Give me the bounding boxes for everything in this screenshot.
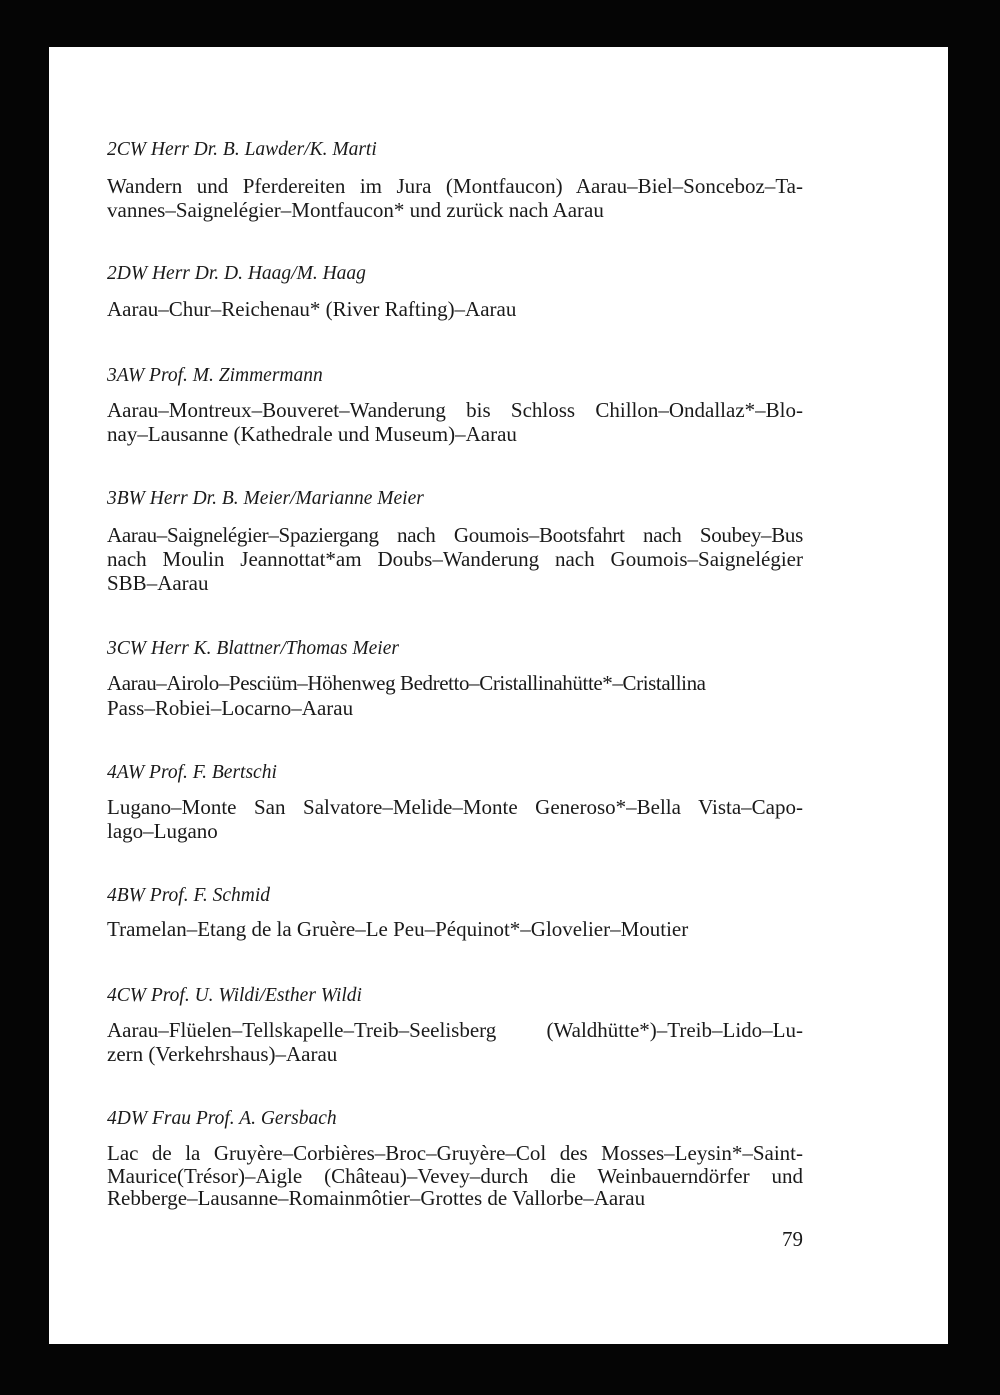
- entry-line: Aarau–Montreux–Bouveret–Wanderung bis Schloss Chillon–Ondallaz*–Blo-: [107, 398, 803, 422]
- entry-line: Aarau–Chur–Reichenau* (River Rafting)–Aarau: [107, 297, 517, 321]
- entry-line: SBB–Aarau: [107, 571, 209, 595]
- entry-line: Tramelan–Etang de la Gruère–Le Peu–Péquinot*–Glovelier–Moutier: [107, 917, 689, 941]
- entry-line: Rebberge–Lausanne–Romainmôtier–Grottes de Vallorbe–Aarau: [107, 1186, 646, 1210]
- entry-line: Maurice(Trésor)–Aigle (Château)–Vevey–durch die Weinbauerndörfer und: [107, 1164, 803, 1188]
- entry-heading: 4AW Prof. F. Bertschi: [107, 762, 277, 783]
- entry-line: Lac de la Gruyère–Corbières–Broc–Gruyère–Col des Mosses–Leysin*–Saint-: [107, 1141, 803, 1165]
- entry-line: nach Moulin Jeannottat*am Doubs–Wanderung nach Goumois–Saignelégier: [107, 547, 803, 571]
- entry-heading: 2DW Herr Dr. D. Haag/M. Haag: [107, 263, 366, 284]
- entry-heading: 4BW Prof. F. Schmid: [107, 885, 271, 906]
- entry-heading: 3BW Herr Dr. B. Meier/Marianne Meier: [107, 488, 424, 509]
- entry-line: Wandern und Pferdereiten im Jura (Montfaucon) Aarau–Biel–Sonceboz–Ta-: [107, 174, 803, 198]
- entry-line: Aarau–Saignelégier–Spaziergang nach Goumois–Bootsfahrt nach Soubey–Bus: [107, 523, 803, 547]
- entry-line: nay–Lausanne (Kathedrale und Museum)–Aarau: [107, 422, 517, 446]
- entry-heading: 4DW Frau Prof. A. Gersbach: [107, 1108, 337, 1129]
- entry-line: Pass–Robiei–Locarno–Aarau: [107, 696, 354, 720]
- entry-line: vannes–Saignelégier–Montfaucon* und zurück nach Aarau: [107, 198, 604, 222]
- entry-heading: 3AW Prof. M. Zimmermann: [107, 365, 323, 386]
- entry-heading: 2CW Herr Dr. B. Lawder/K. Marti: [107, 139, 377, 160]
- entry-line: Lugano–Monte San Salvatore–Melide–Monte Generoso*–Bella Vista–Capo-: [107, 795, 803, 819]
- entry-heading: 3CW Herr K. Blattner/Thomas Meier: [107, 638, 399, 659]
- entry-heading: 4CW Prof. U. Wildi/Esther Wildi: [107, 985, 362, 1006]
- entry-line: zern (Verkehrshaus)–Aarau: [107, 1042, 338, 1066]
- entry-line: lago–Lugano: [107, 819, 218, 843]
- entry-line: Aarau–Airolo–Pesciüm–Höhenweg Bedretto–Cristallinahütte*–Cristallina: [107, 671, 706, 695]
- page-number: 79: [782, 1227, 803, 1251]
- entry-line: Aarau–Flüelen–Tellskapelle–Treib–Seelisberg (Waldhütte*)–Treib–Lido–Lu-: [107, 1018, 803, 1042]
